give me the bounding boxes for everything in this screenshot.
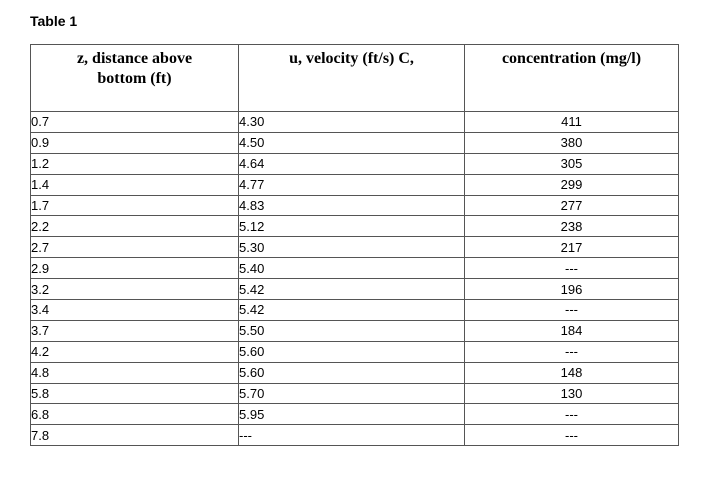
- cell-concentration: ---: [465, 258, 679, 279]
- table-row: [31, 195, 679, 216]
- table-caption: Table 1: [30, 13, 78, 29]
- cell-velocity: 4.64: [239, 153, 465, 174]
- table-row: [31, 425, 679, 446]
- cell-distance: 1.7: [31, 195, 239, 216]
- cell-velocity: 5.60: [239, 341, 465, 362]
- cell-distance: 4.2: [31, 341, 239, 362]
- cell-velocity: ---: [239, 425, 465, 446]
- cell-distance: 0.9: [31, 132, 239, 153]
- data-table: [30, 44, 679, 446]
- cell-velocity: 5.30: [239, 237, 465, 258]
- cell-concentration: 277: [465, 195, 679, 216]
- table-row: [31, 383, 679, 404]
- cell-distance: 0.7: [31, 112, 239, 133]
- cell-velocity: 5.60: [239, 362, 465, 383]
- cell-concentration: ---: [465, 404, 679, 425]
- cell-velocity: 5.95: [239, 404, 465, 425]
- header-concentration: concentration (mg/l): [465, 45, 679, 112]
- table-row: [31, 404, 679, 425]
- cell-distance: 2.2: [31, 216, 239, 237]
- cell-distance: 4.8: [31, 362, 239, 383]
- cell-concentration: 411: [465, 112, 679, 133]
- cell-distance: 3.4: [31, 300, 239, 321]
- cell-concentration: 305: [465, 153, 679, 174]
- cell-concentration: 217: [465, 237, 679, 258]
- cell-velocity: 5.50: [239, 320, 465, 341]
- cell-distance: 1.2: [31, 153, 239, 174]
- cell-concentration: 196: [465, 279, 679, 300]
- cell-velocity: 5.40: [239, 258, 465, 279]
- cell-concentration: 299: [465, 174, 679, 195]
- cell-concentration: 184: [465, 320, 679, 341]
- header-distance-line2: bottom (ft): [97, 70, 172, 87]
- table-row: [31, 362, 679, 383]
- cell-distance: 1.4: [31, 174, 239, 195]
- table-row: [31, 132, 679, 153]
- cell-distance: 2.9: [31, 258, 239, 279]
- table-row: [31, 279, 679, 300]
- table-row: [31, 320, 679, 341]
- cell-concentration: 380: [465, 132, 679, 153]
- table-row: [31, 300, 679, 321]
- cell-concentration: 148: [465, 362, 679, 383]
- table-row: [31, 237, 679, 258]
- cell-concentration: ---: [465, 341, 679, 362]
- cell-distance: 3.2: [31, 279, 239, 300]
- cell-distance: 5.8: [31, 383, 239, 404]
- cell-concentration: ---: [465, 300, 679, 321]
- table-row: [31, 174, 679, 195]
- cell-distance: 2.7: [31, 237, 239, 258]
- cell-velocity: 4.83: [239, 195, 465, 216]
- cell-distance: 3.7: [31, 320, 239, 341]
- cell-velocity: 5.42: [239, 300, 465, 321]
- header-distance: [31, 45, 239, 112]
- cell-velocity: 5.42: [239, 279, 465, 300]
- header-velocity: u, velocity (ft/s) C,: [239, 45, 465, 112]
- cell-velocity: 5.70: [239, 383, 465, 404]
- table-row: [31, 216, 679, 237]
- cell-velocity: 4.77: [239, 174, 465, 195]
- table-body: [31, 112, 679, 446]
- cell-velocity: 4.50: [239, 132, 465, 153]
- table-row: [31, 258, 679, 279]
- table-row: [31, 112, 679, 133]
- cell-velocity: 5.12: [239, 216, 465, 237]
- cell-distance: 7.8: [31, 425, 239, 446]
- table-row: [31, 341, 679, 362]
- cell-velocity: 4.30: [239, 112, 465, 133]
- cell-distance: 6.8: [31, 404, 239, 425]
- table-row: [31, 153, 679, 174]
- header-row: [31, 45, 679, 112]
- cell-concentration: ---: [465, 425, 679, 446]
- cell-concentration: 130: [465, 383, 679, 404]
- cell-concentration: 238: [465, 216, 679, 237]
- header-distance-line1: z, distance above: [76, 50, 193, 67]
